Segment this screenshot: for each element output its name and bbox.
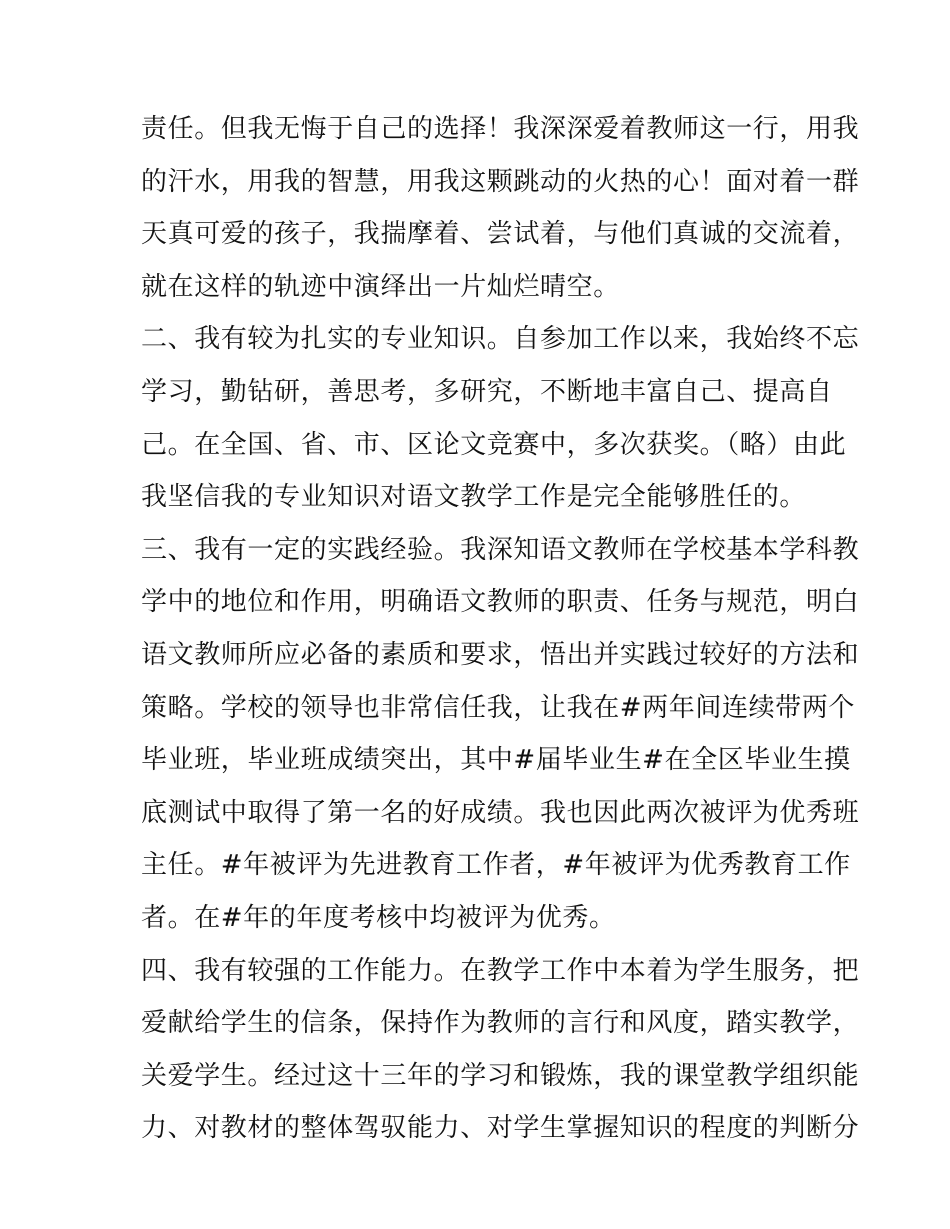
text-line: 学习，勤钻研，善思考，多研究，不断地丰富自己、提高自: [141, 376, 833, 407]
text-line: 爱献给学生的信条，保持作为教师的言行和风度，踏实教学，: [141, 1008, 860, 1039]
text-line: 关爱学生。经过这十三年的学习和锻炼，我的课堂教学组织能: [141, 1060, 860, 1091]
text-line: 己。在全国、省、市、区论文竞赛中，多次获奖。（略）由此: [141, 429, 847, 460]
text-line: 策略。学校的领导也非常信任我，让我在#两年间连续带两个: [141, 692, 855, 723]
text-line: 力、对教材的整体驾驭能力、对学生掌握知识的程度的判断分: [141, 1113, 860, 1144]
text-line: 天真可爱的孩子，我揣摩着、尝试着，与他们真诚的交流着，: [141, 219, 860, 250]
text-line: 三、我有一定的实践经验。我深知语文教师在学校基本学科教: [141, 534, 860, 565]
text-line: 的汗水，用我的智慧，用我这颗跳动的火热的心！面对着一群: [141, 166, 860, 197]
text-line: 主任。#年被评为先进教育工作者，#年被评为优秀教育工作: [141, 850, 851, 881]
text-line: 二、我有较为扎实的专业知识。自参加工作以来，我始终不忘: [141, 324, 860, 355]
document-body: [141, 103, 860, 1155]
text-line: 毕业班，毕业班成绩突出，其中#届毕业生#在全区毕业生摸: [141, 745, 851, 776]
text-line: 学中的地位和作用，明确语文教师的职责、任务与规范，明白: [141, 587, 860, 618]
text-line: 语文教师所应必备的素质和要求，悟出并实践过较好的方法和: [141, 639, 860, 670]
text-line: 责任。但我无悔于自己的选择！我深深爱着教师这一行，用我: [141, 114, 860, 144]
text-line: 底测试中取得了第一名的好成绩。我也因此两次被评为优秀班: [141, 797, 860, 828]
text-line: 我坚信我的专业知识对语文教学工作是完全能够胜任的。: [141, 482, 807, 513]
text-line: 四、我有较强的工作能力。在教学工作中本着为学生服务，把: [141, 955, 860, 986]
text-line: 者。在#年的年度考核中均被评为优秀。: [141, 902, 616, 933]
text-line: 就在这样的轨迹中演绎出一片灿烂晴空。: [141, 271, 620, 302]
